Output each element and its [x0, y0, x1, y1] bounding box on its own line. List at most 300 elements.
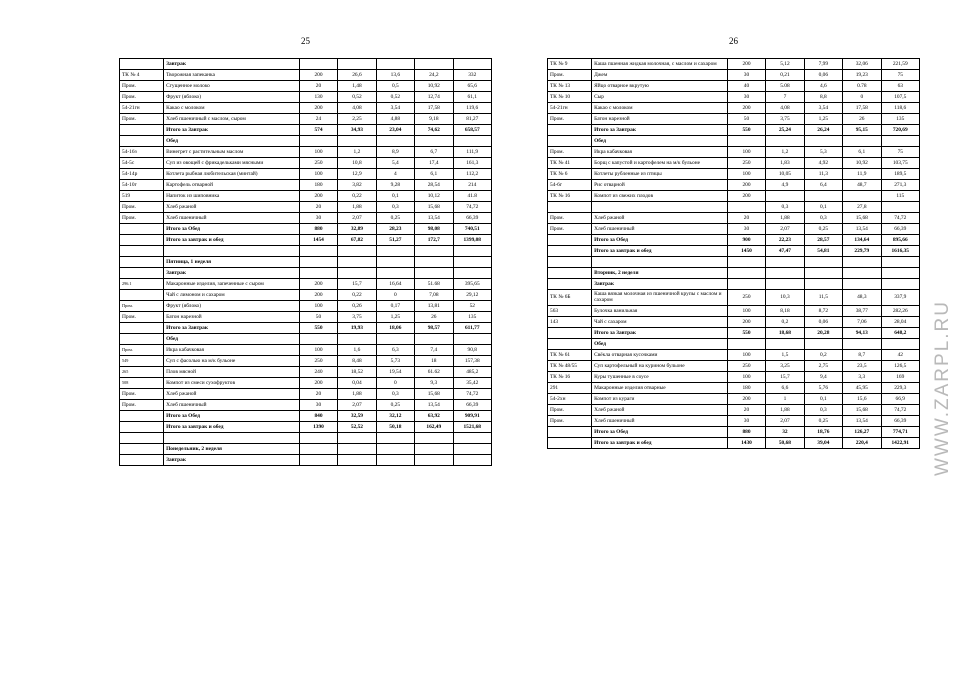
dish-name: Хлеб пшеничный	[164, 213, 300, 224]
cell-v1: 200	[727, 180, 765, 191]
dish-name: Хлеб пшеничный	[592, 224, 728, 235]
cell-v3: 51,27	[376, 235, 414, 246]
row-code: 291	[548, 382, 592, 393]
row-code: ТК № 4	[120, 70, 164, 81]
cell-v2: 18,68	[766, 327, 804, 338]
cell-v1	[299, 246, 337, 257]
cell-v5: 126,5	[881, 360, 919, 371]
section-label: Обед	[164, 334, 300, 345]
cell-v4	[843, 136, 881, 147]
cell-v3: 8,72	[804, 305, 842, 316]
cell-v3: 4	[376, 169, 414, 180]
row-code	[120, 411, 164, 422]
cell-v3: 16,64	[376, 279, 414, 290]
cell-v1: 250	[727, 360, 765, 371]
cell-v5: 740,51	[453, 224, 491, 235]
cell-v3: 0,1	[804, 393, 842, 404]
dish-name: Батон нарезной	[592, 114, 728, 125]
cell-v3: 18,06	[376, 323, 414, 334]
section-row	[120, 444, 492, 455]
cell-v1: 100	[727, 147, 765, 158]
cell-v2: 52,52	[338, 422, 376, 433]
cell-v2: 1	[766, 393, 804, 404]
cell-v4: 7,08	[415, 290, 453, 301]
cell-v1	[299, 334, 337, 345]
total-row	[120, 323, 492, 334]
cell-v2: 4,9	[766, 180, 804, 191]
cell-v5: 169	[881, 371, 919, 382]
cell-v3	[376, 257, 414, 268]
dish-name: Каша вязкая молочная из пшеничной крупы с маслом и сахаром	[592, 290, 728, 306]
cell-v1	[727, 279, 765, 290]
cell-v5	[453, 444, 491, 455]
row-code: 296.1	[120, 279, 164, 290]
table-row	[120, 345, 492, 356]
dish-name: Творожная запеканка	[164, 70, 300, 81]
dish-name: Куры тушенные в соусе	[592, 371, 728, 382]
cell-v3: 8,9	[376, 147, 414, 158]
row-code: 143	[548, 316, 592, 327]
cell-v3: 0,2	[804, 349, 842, 360]
cell-v5: 895,66	[881, 235, 919, 246]
cell-v3	[376, 246, 414, 257]
cell-v3: 0,25	[804, 415, 842, 426]
table-row	[120, 367, 492, 378]
cell-v1: 100	[727, 349, 765, 360]
cell-v5: 282,26	[881, 305, 919, 316]
dish-name: Чай с сахаром	[592, 316, 728, 327]
total-row	[120, 224, 492, 235]
row-code	[120, 422, 164, 433]
section-label: Завтрак	[164, 59, 300, 70]
cell-v1: 200	[299, 191, 337, 202]
cell-v2: 8,48	[338, 356, 376, 367]
cell-v3: 8,8	[804, 92, 842, 103]
cell-v2: 19,93	[338, 323, 376, 334]
cell-v3: 7,99	[804, 59, 842, 70]
total-label: Итого за Завтрак	[164, 125, 300, 136]
cell-v2: 2,25	[338, 114, 376, 125]
table-row	[120, 213, 492, 224]
cell-v2: 2,07	[338, 400, 376, 411]
cell-v4: 126,27	[843, 426, 881, 437]
cell-v4	[415, 444, 453, 455]
cell-v1: 100	[299, 169, 337, 180]
section-label: Завтрак	[164, 455, 300, 466]
menu-table-left	[119, 58, 492, 466]
cell-v2: 3,25	[766, 360, 804, 371]
cell-v2: 1,88	[766, 213, 804, 224]
cell-v2: 0,04	[338, 378, 376, 389]
cell-v2: 50,68	[766, 437, 804, 448]
table-row	[548, 191, 920, 202]
cell-v1: 100	[299, 301, 337, 312]
cell-v2: 1,88	[338, 389, 376, 400]
blank-row	[548, 257, 920, 268]
cell-v5: 720,69	[881, 125, 919, 136]
dish-name: Какао с молоком	[592, 103, 728, 114]
row-code: Пром.	[120, 213, 164, 224]
dish-name: Компот из смеси сухофруктов	[164, 378, 300, 389]
row-code	[548, 426, 592, 437]
cell-v4: 6,7	[415, 147, 453, 158]
table-row	[120, 180, 492, 191]
cell-v3: 0,06	[804, 70, 842, 81]
cell-v3	[804, 279, 842, 290]
row-code	[548, 327, 592, 338]
cell-v5: 135	[453, 312, 491, 323]
cell-v2: 4,08	[766, 103, 804, 114]
cell-v4	[415, 136, 453, 147]
cell-v5: 90,8	[453, 345, 491, 356]
section-label: Пятница, 1 неделя	[164, 257, 300, 268]
cell-v2: 1,88	[766, 404, 804, 415]
cell-v1	[727, 268, 765, 279]
total-row	[548, 235, 920, 246]
total-label: Итого за Обед	[164, 411, 300, 422]
table-row	[120, 279, 492, 290]
row-code: 54-21гн	[120, 103, 164, 114]
row-code	[120, 433, 164, 444]
watermark: WWW.ZARPL.RU	[932, 300, 953, 476]
dish-name: Хлеб пшеничный	[592, 415, 728, 426]
dish-name: Фрукт (яблоко)	[164, 301, 300, 312]
cell-v5: 63	[881, 81, 919, 92]
cell-v3: 0,25	[376, 213, 414, 224]
cell-v4: 172,7	[415, 235, 453, 246]
row-code: Пром.	[548, 114, 592, 125]
row-code: Пром.	[120, 389, 164, 400]
table-row	[120, 378, 492, 389]
cell-v5: 111,9	[453, 147, 491, 158]
cell-v1: 1450	[727, 246, 765, 257]
total-label: Итого за Обед	[164, 224, 300, 235]
cell-v2: 15,7	[338, 279, 376, 290]
cell-v5	[453, 268, 491, 279]
cell-v1: 30	[299, 213, 337, 224]
section-row	[548, 136, 920, 147]
section-label: Обед	[164, 136, 300, 147]
section-label: Понедельник, 2 неделя	[164, 444, 300, 455]
cell-v4: 10,92	[415, 81, 453, 92]
cell-v3: 11,3	[804, 169, 842, 180]
table-row	[120, 191, 492, 202]
cell-v2	[338, 433, 376, 444]
row-code: 54-16з	[120, 147, 164, 158]
cell-v4: 48,7	[843, 180, 881, 191]
dish-name: Свёкла отварная кусочками	[592, 349, 728, 360]
cell-v5: 611,77	[453, 323, 491, 334]
dish-name: Макаронные изделия, запеченные с сыром	[164, 279, 300, 290]
cell-v4: 12,74	[415, 92, 453, 103]
cell-v1	[299, 455, 337, 466]
cell-v5: 118,6	[881, 103, 919, 114]
row-code: 563	[548, 305, 592, 316]
cell-v2: 10,3	[766, 290, 804, 306]
cell-v4: 17,58	[843, 103, 881, 114]
cell-v1: 880	[727, 426, 765, 437]
cell-v4	[415, 334, 453, 345]
cell-v2: 22,23	[766, 235, 804, 246]
row-code	[548, 235, 592, 246]
cell-v1: 1430	[727, 437, 765, 448]
cell-v1: 250	[727, 290, 765, 306]
blank-row	[120, 433, 492, 444]
cell-v5: 42	[881, 349, 919, 360]
page-number-right: 26	[729, 36, 738, 46]
row-code: Пром.	[548, 404, 592, 415]
cell-v4: 98,08	[415, 224, 453, 235]
cell-v4: 26	[843, 114, 881, 125]
cell-v3: 5,3	[804, 147, 842, 158]
cell-v5: 28,04	[881, 316, 919, 327]
cell-v5: 1399,08	[453, 235, 491, 246]
table-row	[548, 290, 920, 306]
dish-name: Рис отварной	[592, 180, 728, 191]
total-label: Итого за завтрак и обед	[164, 422, 300, 433]
cell-v2: 0,52	[338, 92, 376, 103]
row-code: 54-14р	[120, 169, 164, 180]
cell-v1: 20	[727, 213, 765, 224]
cell-v4: 13,54	[415, 400, 453, 411]
dish-name: Котлеты рубленные из птицы	[592, 169, 728, 180]
cell-v2: 12,9	[338, 169, 376, 180]
cell-v1: 200	[727, 191, 765, 202]
cell-v3	[376, 268, 414, 279]
cell-v4	[843, 257, 881, 268]
dish-name: Сгущенное молоко	[164, 81, 300, 92]
cell-v1: 1454	[299, 235, 337, 246]
cell-v1: 130	[299, 92, 337, 103]
cell-v3: 5,4	[376, 158, 414, 169]
cell-v4	[843, 191, 881, 202]
cell-v4	[415, 246, 453, 257]
total-label: Итого за Завтрак	[164, 323, 300, 334]
cell-v4: 9,18	[415, 114, 453, 125]
cell-v1: 30	[299, 400, 337, 411]
cell-v3	[376, 444, 414, 455]
cell-v4: 45,95	[843, 382, 881, 393]
cell-v3: 0,3	[376, 389, 414, 400]
cell-v5	[881, 268, 919, 279]
row-code	[548, 257, 592, 268]
cell-v2: 1,88	[338, 202, 376, 213]
cell-v4: 38,77	[843, 305, 881, 316]
cell-v3: 0,17	[376, 301, 414, 312]
section-row	[120, 257, 492, 268]
cell-v1: 550	[727, 327, 765, 338]
cell-v1: 1390	[299, 422, 337, 433]
dish-name: Чай с лимоном и сахаром	[164, 290, 300, 301]
cell-v1: 240	[299, 367, 337, 378]
cell-v5: 774,71	[881, 426, 919, 437]
cell-v1: 200	[299, 290, 337, 301]
row-code: Пром.	[120, 400, 164, 411]
cell-v2	[766, 136, 804, 147]
cell-v1: 200	[299, 70, 337, 81]
cell-v2: 2,07	[766, 224, 804, 235]
table-row	[548, 180, 920, 191]
cell-v4: 3,3	[843, 371, 881, 382]
cell-v4: 74,62	[415, 125, 453, 136]
table-row	[548, 147, 920, 158]
table-row	[548, 415, 920, 426]
row-code: ТК № 6Б	[548, 290, 592, 306]
cell-v2	[338, 257, 376, 268]
cell-v2: 2,07	[338, 213, 376, 224]
cell-v4	[843, 338, 881, 349]
cell-v5: 41.8	[453, 191, 491, 202]
total-label: Итого за завтрак и обед	[592, 437, 728, 448]
dish-name: Сыр	[592, 92, 728, 103]
cell-v5: 35,42	[453, 378, 491, 389]
cell-v4: 15,68	[843, 404, 881, 415]
cell-v1: 20	[299, 81, 337, 92]
table-row	[548, 59, 920, 70]
cell-v3	[804, 338, 842, 349]
cell-v3: 0,06	[804, 316, 842, 327]
cell-v1: 30	[727, 70, 765, 81]
cell-v2	[766, 268, 804, 279]
row-code: Пром.	[548, 224, 592, 235]
cell-v5: 648,2	[881, 327, 919, 338]
cell-v2	[338, 136, 376, 147]
row-code: 54-10г	[120, 180, 164, 191]
total-row	[120, 422, 492, 433]
cell-v4: 23,5	[843, 360, 881, 371]
cell-v4	[415, 433, 453, 444]
cell-v5: 395,65	[453, 279, 491, 290]
cell-v1: 200	[727, 59, 765, 70]
table-row	[548, 213, 920, 224]
cell-v1	[299, 268, 337, 279]
row-code	[548, 268, 592, 279]
cell-v5: 61,1	[453, 92, 491, 103]
section-row	[548, 268, 920, 279]
cell-v3: 4,6	[804, 81, 842, 92]
dish-name: Компот из свежих плодов	[592, 191, 728, 202]
dish-name: Суп из овощей с фрикадельками мясными	[164, 158, 300, 169]
cell-v2: 26,6	[338, 70, 376, 81]
cell-v5: 103,75	[881, 158, 919, 169]
cell-v1: 574	[299, 125, 337, 136]
cell-v5: 157,38	[453, 356, 491, 367]
row-code	[120, 444, 164, 455]
cell-v3: 0,1	[376, 191, 414, 202]
cell-v2	[766, 338, 804, 349]
cell-v4: 61.62	[415, 367, 453, 378]
cell-v3: 20,28	[804, 327, 842, 338]
cell-v2	[338, 444, 376, 455]
total-label: Итого за завтрак и обед	[164, 235, 300, 246]
cell-v3	[376, 433, 414, 444]
cell-v3: 39,04	[804, 437, 842, 448]
cell-v1	[727, 136, 765, 147]
table-row	[548, 70, 920, 81]
cell-v3: 13,6	[376, 70, 414, 81]
dish-name: Фрукт (яблоко)	[164, 92, 300, 103]
cell-v4: 15,68	[415, 389, 453, 400]
cell-v2	[338, 268, 376, 279]
row-code: ТК № 16	[548, 191, 592, 202]
dish-name: Яйцо отварное вкрутую	[592, 81, 728, 92]
cell-v1: 100	[299, 147, 337, 158]
row-code: ТК № 13	[548, 81, 592, 92]
cell-v4: 8,7	[843, 349, 881, 360]
cell-v5	[881, 279, 919, 290]
table-row	[548, 360, 920, 371]
cell-v5: 337,9	[881, 290, 919, 306]
table-row	[548, 393, 920, 404]
cell-v2: 3,75	[338, 312, 376, 323]
dish-name: Джем	[592, 70, 728, 81]
cell-v5: 74,72	[453, 202, 491, 213]
table-row	[120, 169, 492, 180]
cell-v4	[415, 59, 453, 70]
cell-v5: 112,2	[453, 169, 491, 180]
cell-v1: 50	[727, 114, 765, 125]
table-row	[548, 81, 920, 92]
cell-v5	[881, 136, 919, 147]
cell-v5: 66,39	[881, 224, 919, 235]
table-row	[548, 382, 920, 393]
row-code	[548, 246, 592, 257]
cell-v4: 229,79	[843, 246, 881, 257]
table-row	[548, 349, 920, 360]
cell-v1: 50	[299, 312, 337, 323]
section-label: Завтрак	[592, 279, 728, 290]
cell-v5: 74,72	[881, 404, 919, 415]
cell-v1: 20	[299, 389, 337, 400]
cell-v3: 4,88	[376, 114, 414, 125]
cell-v2	[338, 334, 376, 345]
cell-v4: 15,6	[843, 393, 881, 404]
cell-v2: 0,3	[766, 202, 804, 213]
table-row	[120, 70, 492, 81]
cell-v5: 81,27	[453, 114, 491, 125]
total-row	[120, 125, 492, 136]
table-row	[120, 92, 492, 103]
cell-v4: 0.78	[843, 81, 881, 92]
dish-name: Хлеб пшеничный	[164, 400, 300, 411]
cell-v5: 74,72	[881, 213, 919, 224]
cell-v4: 51.68	[415, 279, 453, 290]
cell-v3: 32,12	[376, 411, 414, 422]
cell-v5: 66,39	[453, 213, 491, 224]
cell-v2: 0,2	[766, 316, 804, 327]
dish-name: Картофель отварной	[164, 180, 300, 191]
row-code: 54-6г	[548, 180, 592, 191]
cell-v5: 66,39	[881, 415, 919, 426]
cell-v1: 20	[727, 404, 765, 415]
total-row	[120, 411, 492, 422]
cell-v1: 30	[727, 415, 765, 426]
row-code: Пром.	[120, 301, 164, 312]
cell-v2: 18,52	[338, 367, 376, 378]
cell-v1	[727, 202, 765, 213]
section-row	[120, 268, 492, 279]
cell-v5	[881, 338, 919, 349]
cell-v4: 26	[415, 312, 453, 323]
cell-v4: 220,4	[843, 437, 881, 448]
section-label: Вторник, 2 неделя	[592, 268, 728, 279]
cell-v4: 7,06	[843, 316, 881, 327]
cell-v3	[376, 136, 414, 147]
cell-v2: 3,82	[338, 180, 376, 191]
cell-v2: 1,48	[338, 81, 376, 92]
table-row	[120, 290, 492, 301]
cell-v3: 0,5	[376, 81, 414, 92]
